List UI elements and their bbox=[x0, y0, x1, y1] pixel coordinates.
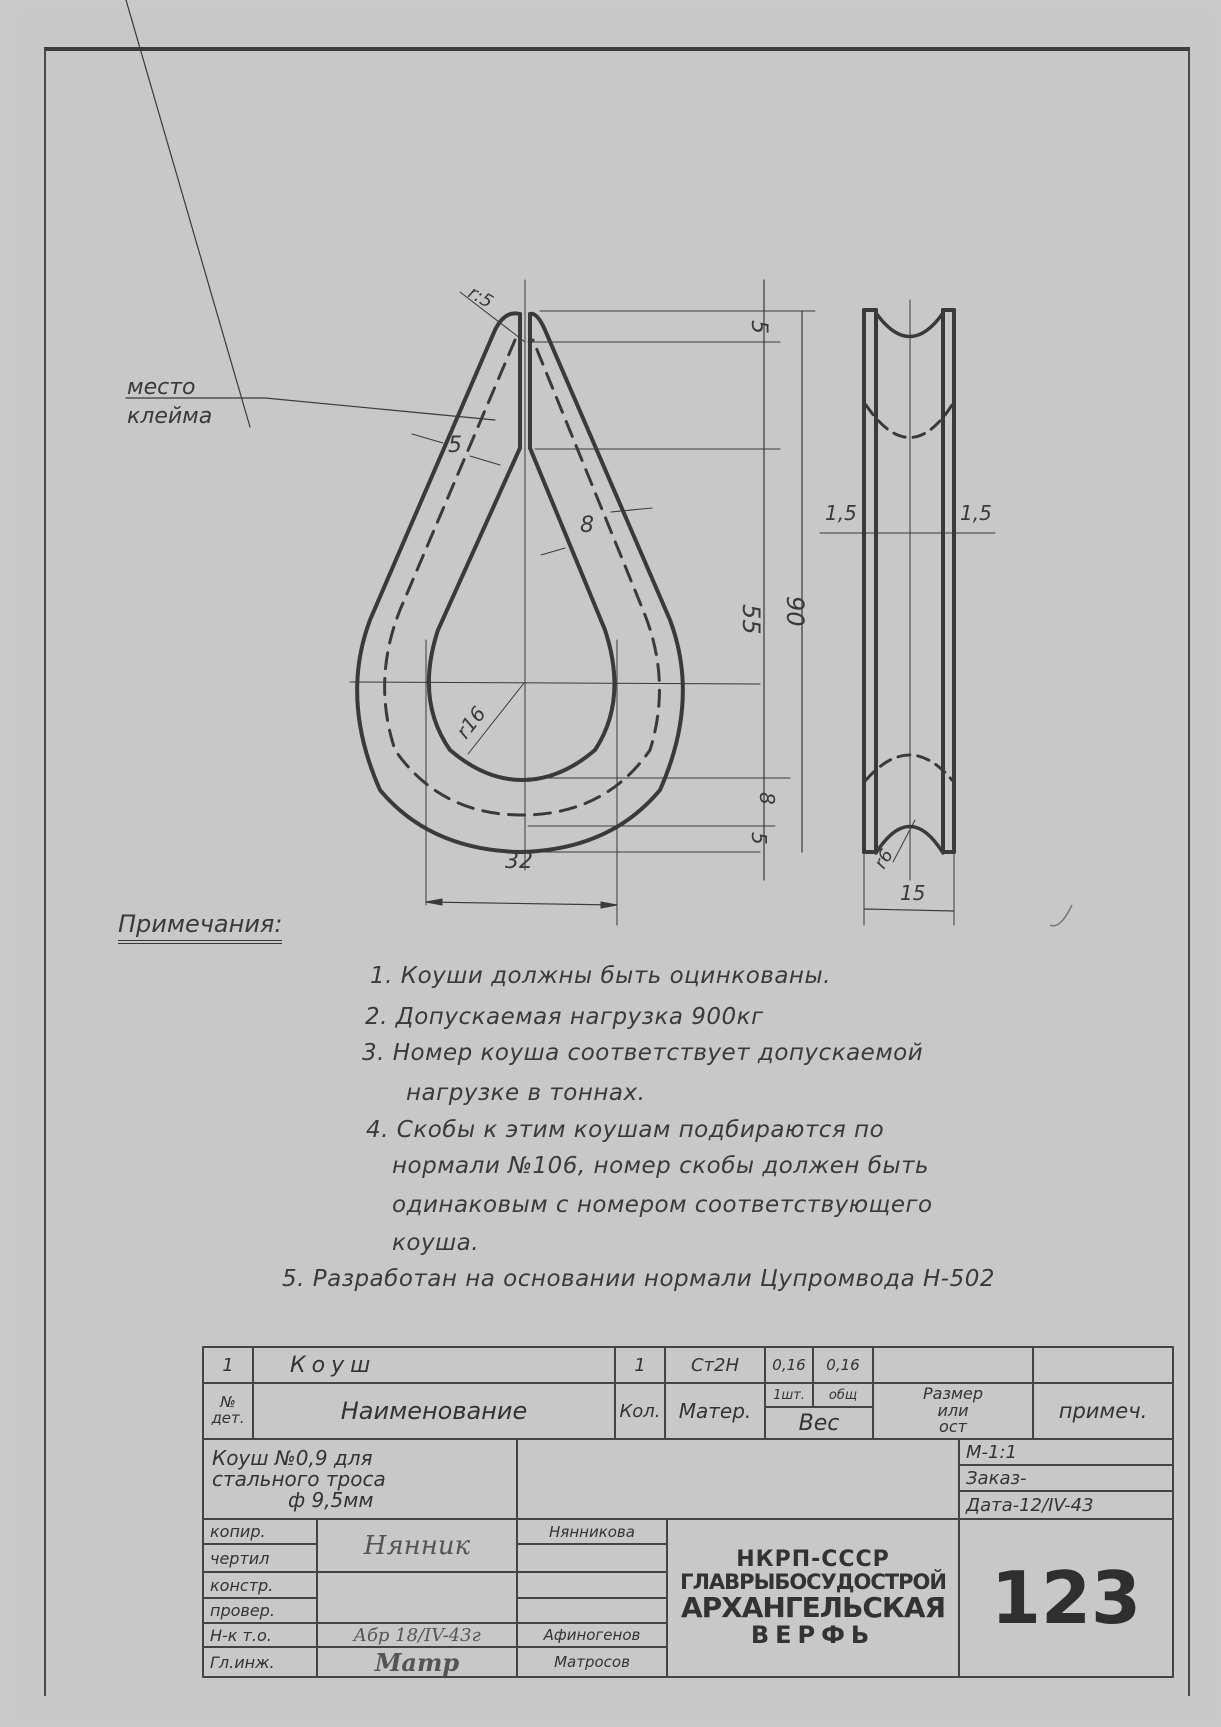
dim-inner-radius: r16 bbox=[451, 701, 491, 744]
spec-qty: 1 bbox=[614, 1346, 666, 1384]
role-drafter: чертил bbox=[202, 1543, 318, 1573]
note-3-cont: нагрузке в тоннах. bbox=[406, 1080, 646, 1106]
spec-remark bbox=[1032, 1346, 1174, 1384]
role-checker: провер. bbox=[202, 1597, 318, 1624]
description-line1: Коуш №0,9 для bbox=[212, 1445, 373, 1470]
note-4-cont2: одинаковым с номером соответствующего bbox=[392, 1192, 933, 1218]
note-1: 1. Коуши должны быть оцинкованы. bbox=[370, 963, 831, 989]
role-designer: констр. bbox=[202, 1571, 318, 1599]
dim-bottom-outer: 5 bbox=[747, 832, 771, 845]
role-chief-engineer: Гл.инж. bbox=[202, 1646, 318, 1678]
callout-line2: клейма bbox=[127, 404, 213, 429]
dim-tip-radius: r:5 bbox=[464, 282, 497, 313]
name-chief-engineer: Матросов bbox=[516, 1646, 668, 1678]
header-detail-no bbox=[202, 1382, 254, 1440]
part-description bbox=[202, 1438, 518, 1520]
dim-flange-right: 1,5 bbox=[960, 501, 992, 525]
order-field: Заказ- bbox=[958, 1464, 1174, 1492]
callout-line1: место bbox=[127, 375, 196, 400]
note-4-cont1: нормали №106, номер скобы должен быть bbox=[392, 1153, 930, 1179]
role-head-tech-dept: Н-к т.о. bbox=[202, 1622, 318, 1648]
header-size-l1: Размер bbox=[922, 1383, 984, 1403]
header-size-l2: или bbox=[937, 1400, 969, 1420]
description-line2: стального троса bbox=[212, 1466, 386, 1491]
spec-material: Ст2Н bbox=[664, 1346, 766, 1384]
header-size-l3: ост bbox=[939, 1417, 967, 1437]
org-line4: ВЕРФЬ bbox=[750, 1620, 876, 1649]
spec-weight-total: 0,16 bbox=[812, 1346, 874, 1384]
header-weight-each: 1шт. bbox=[764, 1382, 814, 1408]
note-2: 2. Допускаемая нагрузка 900кг bbox=[365, 1004, 764, 1030]
dim-top-offset: 5 bbox=[746, 320, 771, 334]
org-line1: НКРП-СССР bbox=[736, 1547, 890, 1573]
note-4: 4. Скобы к этим коушам подбираются по bbox=[366, 1117, 885, 1143]
role-copier: копир. bbox=[202, 1518, 318, 1545]
name-drafter bbox=[516, 1543, 668, 1573]
header-size bbox=[872, 1382, 1034, 1440]
note-3: 3. Номер коуша соответствует допускаемой bbox=[362, 1040, 924, 1066]
date-field: Дата-12/IV-43 bbox=[958, 1490, 1174, 1520]
header-qty: Кол. bbox=[614, 1382, 666, 1440]
thimble-side-view bbox=[820, 300, 995, 925]
drawing-number: 123 bbox=[958, 1518, 1174, 1678]
org-line3: АРХАНГЕЛЬСКАЯ bbox=[680, 1591, 946, 1625]
spec-name: Коуш bbox=[252, 1346, 616, 1384]
header-weight-total: общ bbox=[812, 1382, 874, 1408]
spec-weight-each: 0,16 bbox=[764, 1346, 814, 1384]
header-material: Матер. bbox=[664, 1382, 766, 1440]
dim-total-width: 32 bbox=[505, 849, 533, 874]
header-detail-no-l2: дет. bbox=[211, 1409, 245, 1427]
dim-bottom-inner: 8 bbox=[755, 792, 779, 805]
signature-blank bbox=[316, 1571, 518, 1624]
spec-size bbox=[872, 1346, 1034, 1384]
name-copier: Нянникова bbox=[516, 1518, 668, 1545]
dim-wall-right: 8 bbox=[580, 513, 594, 538]
header-name: Наименование bbox=[252, 1382, 616, 1440]
header-weight: Вес bbox=[764, 1406, 874, 1440]
dim-total-height: 90 bbox=[781, 596, 809, 627]
dim-side-width: 15 bbox=[900, 881, 926, 905]
signature-chief-engineer: Матр bbox=[316, 1646, 518, 1678]
description-line3: ф 9,5мм bbox=[288, 1487, 374, 1512]
dim-flange-left: 1,5 bbox=[825, 501, 857, 525]
org-line2: ГЛАВРЫБОСУДОСТРОЙ bbox=[680, 1570, 946, 1595]
name-checker bbox=[516, 1597, 668, 1624]
header-remark: примеч. bbox=[1032, 1382, 1174, 1440]
name-designer bbox=[516, 1571, 668, 1599]
signature-copier: Нянник bbox=[316, 1518, 518, 1573]
spec-detail-no: 1 bbox=[202, 1346, 254, 1384]
header-detail-no-l1: № bbox=[220, 1393, 236, 1412]
name-head-tech-dept: Афиногенов bbox=[516, 1622, 668, 1648]
dim-wall-left: 5 bbox=[448, 433, 462, 458]
signature-head-tech-dept: Абр 18/IV-43г bbox=[316, 1622, 518, 1648]
scale-field: М-1:1 bbox=[958, 1438, 1174, 1466]
notes-title: Примечания: bbox=[118, 910, 282, 944]
blank-field bbox=[516, 1438, 960, 1520]
organization-block bbox=[666, 1518, 960, 1678]
note-5: 5. Разработан на основании нормали Цупромвода Н-502 bbox=[282, 1266, 995, 1292]
note-4-cont3: коуша. bbox=[392, 1230, 480, 1256]
dim-inner-height: 55 bbox=[737, 604, 765, 635]
dim-groove-radius: r6 bbox=[870, 845, 898, 873]
